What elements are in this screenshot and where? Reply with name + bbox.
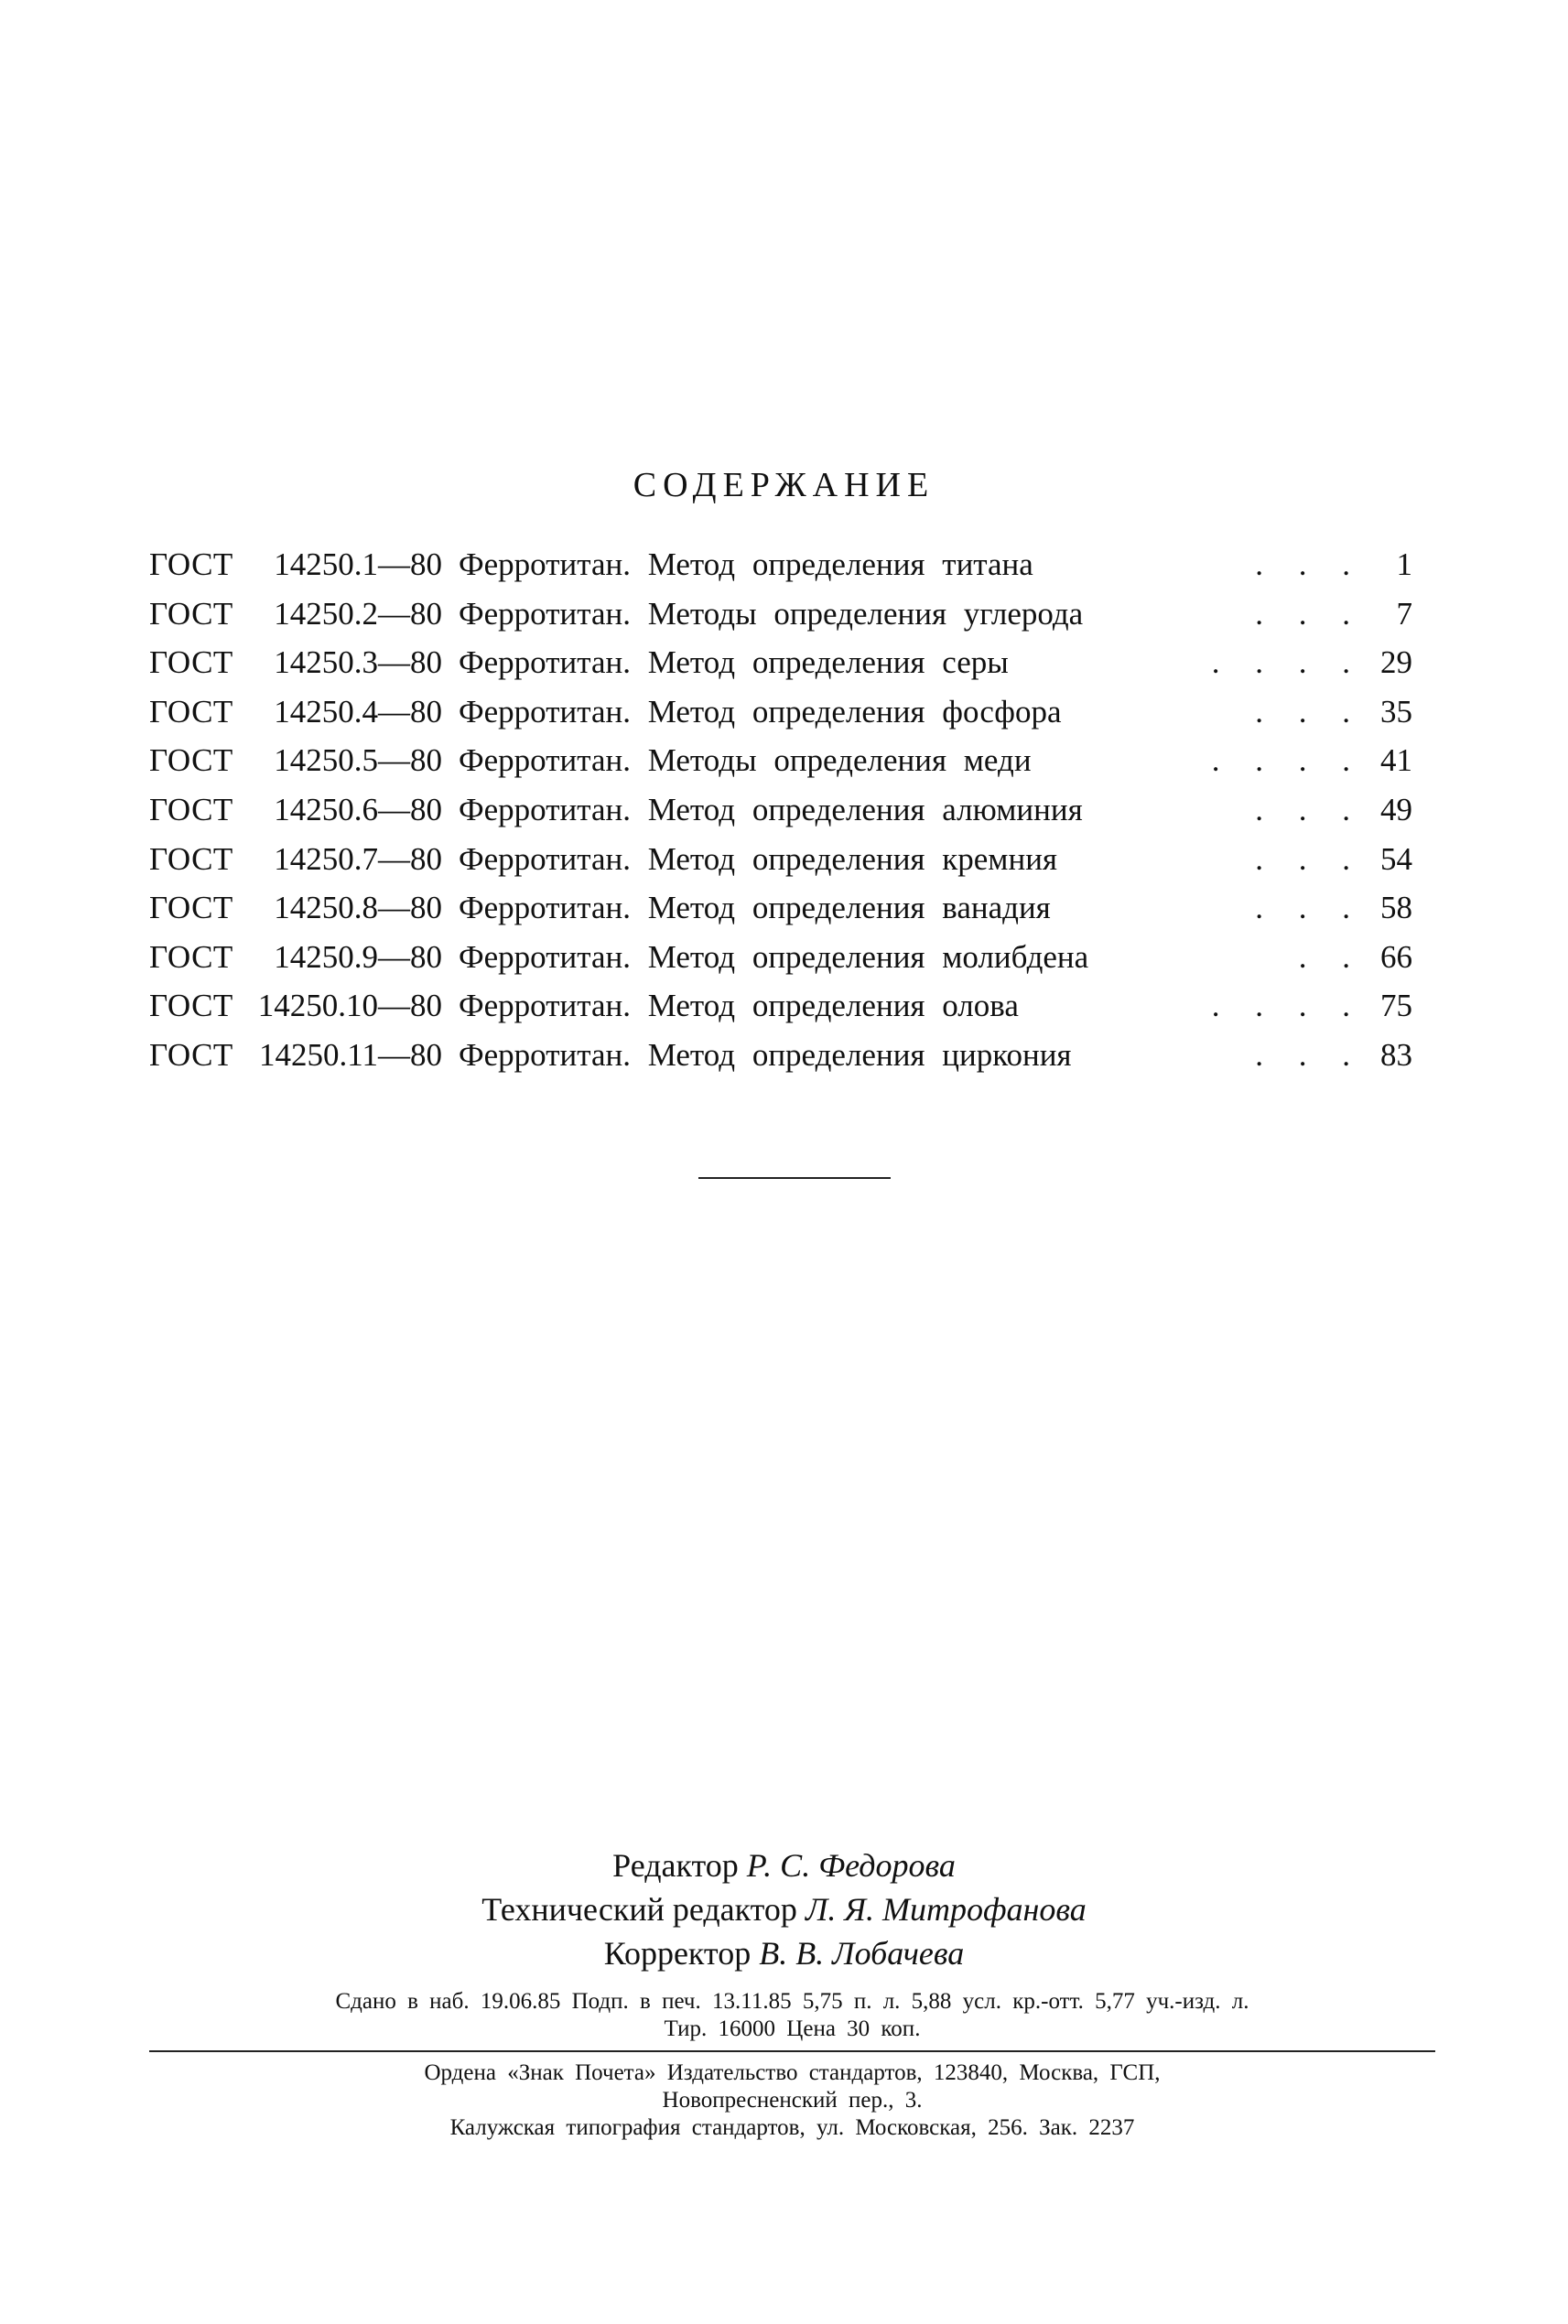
toc-page-number: 41 <box>1380 742 1412 779</box>
imprint-divider <box>149 2050 1435 2052</box>
toc-number: 14250.7—80 <box>274 840 442 877</box>
toc-page-number: 49 <box>1380 791 1412 827</box>
toc-standard: ГОСТ <box>149 595 233 632</box>
toc-standard: ГОСТ <box>149 938 233 975</box>
tech-editor-label: Технический редактор <box>481 1891 797 1928</box>
toc-leader-dots: . . . <box>1255 840 1350 877</box>
toc-description: Ферротитан. Метод определения циркония <box>459 1036 1072 1073</box>
toc-standard: ГОСТ <box>149 693 233 730</box>
toc-title: СОДЕРЖАНИЕ <box>633 466 935 504</box>
editor-line <box>0 1843 1568 1887</box>
publisher-line-3: Калужская типография стандартов, ул. Московская, 256. Зак. 2237 <box>449 2115 1135 2140</box>
toc-entry <box>149 736 1412 785</box>
toc-entry <box>149 835 1412 884</box>
toc-number: 14250.4—80 <box>274 693 442 730</box>
toc-number: 14250.2—80 <box>274 595 442 632</box>
section-divider <box>698 1177 891 1179</box>
toc-description: Ферротитан. Метод определения фосфора <box>459 693 1062 730</box>
publisher-line-1: Ордена «Знак Почета» Издательство стандартов, 123840, Москва, ГСП, <box>424 2060 1161 2085</box>
toc-standard: ГОСТ <box>149 1036 233 1073</box>
toc-description: Ферротитан. Методы определения меди <box>459 742 1032 779</box>
toc-description: Ферротитан. Метод определения титана <box>459 546 1033 582</box>
toc-list <box>149 540 1412 1080</box>
toc-leader-dots: . . . <box>1255 595 1350 632</box>
editor-label: Редактор <box>612 1847 739 1884</box>
toc-entry <box>149 1031 1412 1080</box>
toc-leader-dots: . . . . <box>1211 644 1350 681</box>
toc-number: 14250.10—80 <box>257 988 442 1024</box>
toc-entry <box>149 638 1412 687</box>
toc-page-number: 29 <box>1380 644 1412 681</box>
toc-standard: ГОСТ <box>149 742 233 779</box>
toc-leader-dots: . . . . <box>1211 742 1350 779</box>
toc-page-number: 66 <box>1380 938 1412 975</box>
toc-description: Ферротитан. Метод определения кремния <box>459 840 1058 877</box>
toc-number: 14250.5—80 <box>274 742 442 779</box>
toc-description: Ферротитан. Метод определения серы <box>459 644 1009 681</box>
toc-standard: ГОСТ <box>149 546 233 582</box>
toc-description: Ферротитан. Метод определения олова <box>459 988 1019 1024</box>
toc-leader-dots: . . . <box>1255 693 1350 730</box>
toc-page-number: 7 <box>1396 595 1412 632</box>
toc-page-number: 35 <box>1380 693 1412 730</box>
toc-standard: ГОСТ <box>149 988 233 1024</box>
tech-editor-line <box>0 1887 1568 1931</box>
toc-leader-dots: . . . <box>1255 546 1350 582</box>
credits-block <box>0 1843 1568 1975</box>
toc-entry <box>149 933 1412 982</box>
toc-number: 14250.3—80 <box>274 644 442 681</box>
toc-entry <box>149 981 1412 1031</box>
imprint-line-2: Тир. 16000 Цена 30 коп. <box>664 2016 921 2041</box>
toc-leader-dots: . . . <box>1255 791 1350 827</box>
toc-entry <box>149 540 1412 589</box>
toc-description: Ферротитан. Метод определения молибдена <box>459 938 1089 975</box>
toc-description: Ферротитан. Метод определения ванадия <box>459 890 1051 926</box>
publisher-block <box>149 2059 1435 2142</box>
toc-entry <box>149 589 1412 639</box>
imprint-block <box>149 1988 1435 2043</box>
toc-page-number: 58 <box>1380 890 1412 926</box>
proofreader-name: В. В. Лобачева <box>759 1935 965 1972</box>
toc-entry <box>149 883 1412 933</box>
toc-leader-dots: . . . . <box>1211 988 1350 1024</box>
toc-standard: ГОСТ <box>149 890 233 926</box>
toc-description: Ферротитан. Метод определения алюминия <box>459 791 1083 827</box>
toc-description: Ферротитан. Методы определения углерода <box>459 595 1084 632</box>
toc-page-number: 75 <box>1380 988 1412 1024</box>
toc-standard: ГОСТ <box>149 840 233 877</box>
toc-number: 14250.1—80 <box>274 546 442 582</box>
toc-number: 14250.11—80 <box>259 1036 442 1073</box>
toc-page-number: 83 <box>1380 1036 1412 1073</box>
publisher-line-2: Новопресненский пер., 3. <box>662 2088 923 2113</box>
toc-leader-dots: . . . <box>1255 1036 1350 1073</box>
proofreader-line <box>0 1931 1568 1975</box>
editor-name: Р. С. Федорова <box>746 1847 956 1884</box>
toc-standard: ГОСТ <box>149 644 233 681</box>
tech-editor-name: Л. Я. Митрофанова <box>805 1891 1087 1928</box>
toc-standard: ГОСТ <box>149 791 233 827</box>
toc-entry <box>149 687 1412 737</box>
toc-number: 14250.9—80 <box>274 938 442 975</box>
toc-leader-dots: . . <box>1298 938 1350 975</box>
imprint-line-1: Сдано в наб. 19.06.85 Подп. в печ. 13.11.85 5,75 п. л. 5,88 усл. кр.-отт. 5,77 уч.-изд. л. <box>335 1989 1249 2014</box>
toc-entry <box>149 785 1412 835</box>
toc-number: 14250.8—80 <box>274 890 442 926</box>
toc-page-number: 1 <box>1396 546 1412 582</box>
toc-leader-dots: . . . <box>1255 890 1350 926</box>
toc-number: 14250.6—80 <box>274 791 442 827</box>
toc-page-number: 54 <box>1380 840 1412 877</box>
proofreader-label: Корректор <box>603 1935 752 1972</box>
